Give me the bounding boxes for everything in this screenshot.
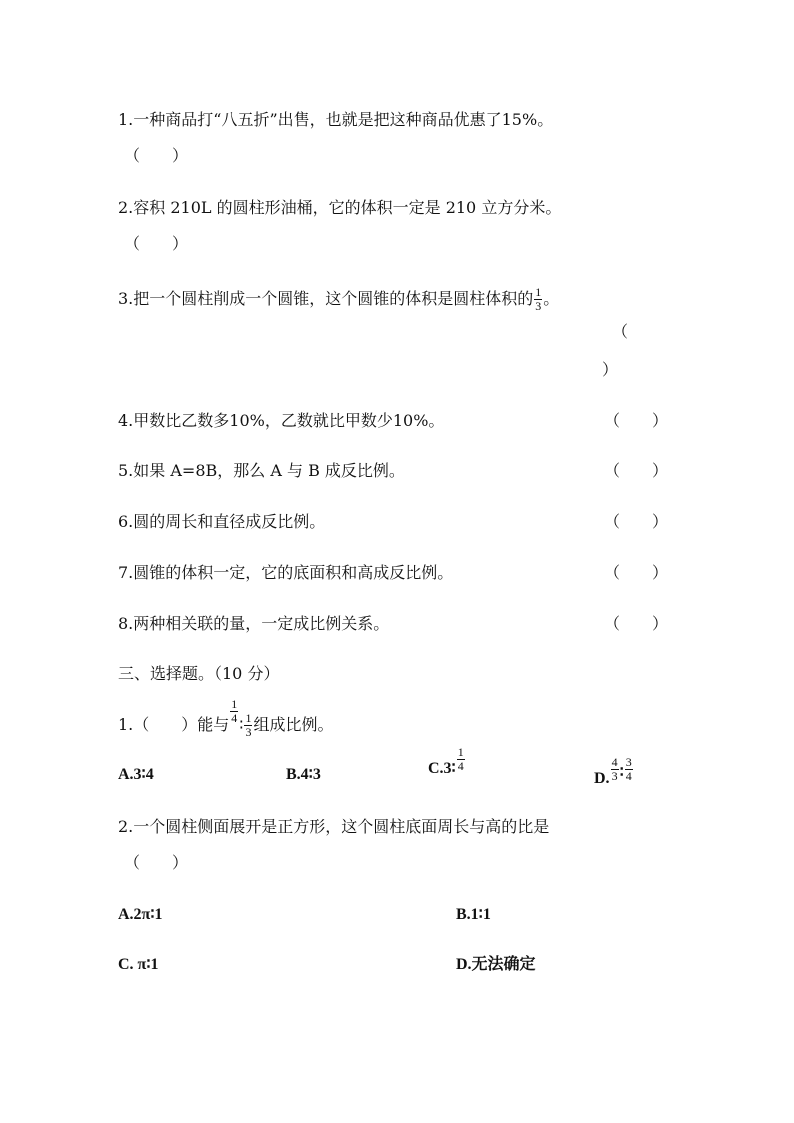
answer-blank-7[interactable]: （ ） bbox=[604, 563, 669, 582]
answer-blank-6[interactable]: （ ） bbox=[604, 512, 669, 531]
fraction-c: $\frac{1}{4}$ bbox=[457, 745, 464, 773]
question-3-line: 3.把一个圆柱削成一个圆锥，这个圆锥的体积是圆柱体积的 $\frac{1}{3}$ 。 bbox=[118, 285, 560, 313]
question-5-text: 5.如果 A=8B，那么 A 与 B 成反比例。 bbox=[118, 461, 405, 480]
answer-blank-5[interactable]: （ ） bbox=[604, 461, 669, 480]
choice-q2-option-d[interactable]: D.无法确定 bbox=[456, 956, 536, 973]
choice-q1-prefix: 1.（ ）能与 bbox=[118, 715, 230, 734]
answer-blank-8[interactable]: （ ） bbox=[604, 614, 669, 633]
answer-blank-1[interactable]: （ ） bbox=[124, 146, 189, 165]
choice-q2-answer-blank[interactable]: （ ） bbox=[124, 853, 189, 872]
fraction-one-third-b: $\frac{1}{3}$ bbox=[245, 711, 252, 739]
fraction-d1: $\frac{4}{3}$ bbox=[611, 755, 618, 783]
question-3-text: 3.把一个圆柱削成一个圆锥，这个圆锥的体积是圆柱体积的 bbox=[118, 289, 534, 308]
choice-question-2: 2.一个圆柱侧面展开是正方形，这个圆柱底面周长与高的比是 bbox=[118, 817, 550, 836]
question-2-text: 2.容积 210L 的圆柱形油桶，它的体积一定是 210 立方分米。 bbox=[118, 198, 562, 217]
choice-q1-option-c[interactable]: C.3∶ $\frac{1}{4}$ bbox=[428, 745, 464, 778]
choice-q1-option-d[interactable]: D. $\frac{4}{3}$ ∶ $\frac{3}{4}$ bbox=[594, 755, 632, 788]
question-6-text: 6.圆的周长和直径成反比例。 bbox=[118, 512, 326, 531]
choice-q2-option-c[interactable]: C. π∶1 bbox=[118, 956, 159, 973]
answer-blank-4[interactable]: （ ） bbox=[604, 411, 669, 430]
answer-blank-2[interactable]: （ ） bbox=[124, 234, 189, 253]
choice-question-1: 1.（ ）能与 $\frac{1}{4}$ ∶ $\frac{1}{3}$ 组成比例。 bbox=[118, 697, 334, 739]
fraction-d2: $\frac{3}{4}$ bbox=[625, 755, 632, 783]
question-4-text: 4.甲数比乙数多10%，乙数就比甲数少10%。 bbox=[118, 411, 445, 430]
answer-blank-3-close: ） bbox=[602, 360, 619, 379]
fraction-one-third: $\frac{1}{3}$ bbox=[535, 285, 542, 313]
fraction-one-fourth: $\frac{1}{4}$ bbox=[231, 697, 238, 725]
choice-q2-option-a[interactable]: A.2π∶1 bbox=[118, 906, 163, 923]
question-1-text: 1.一种商品打“八五折”出售，也就是把这种商品优惠了15%。 bbox=[118, 110, 554, 129]
question-8-text: 8.两种相关联的量，一定成比例关系。 bbox=[118, 614, 390, 633]
choice-q1-option-b[interactable]: B.4∶3 bbox=[286, 766, 321, 783]
section-3-title: 三、选择题。（10 分） bbox=[118, 664, 280, 683]
answer-blank-3-open[interactable]: （ bbox=[612, 322, 629, 341]
choice-q1-option-a[interactable]: A.3∶4 bbox=[118, 766, 154, 783]
choice-q1-suffix: 组成比例。 bbox=[253, 715, 334, 734]
choice-q2-option-b[interactable]: B.1∶1 bbox=[456, 906, 491, 923]
question-7-text: 7.圆锥的体积一定，它的底面积和高成反比例。 bbox=[118, 563, 454, 582]
